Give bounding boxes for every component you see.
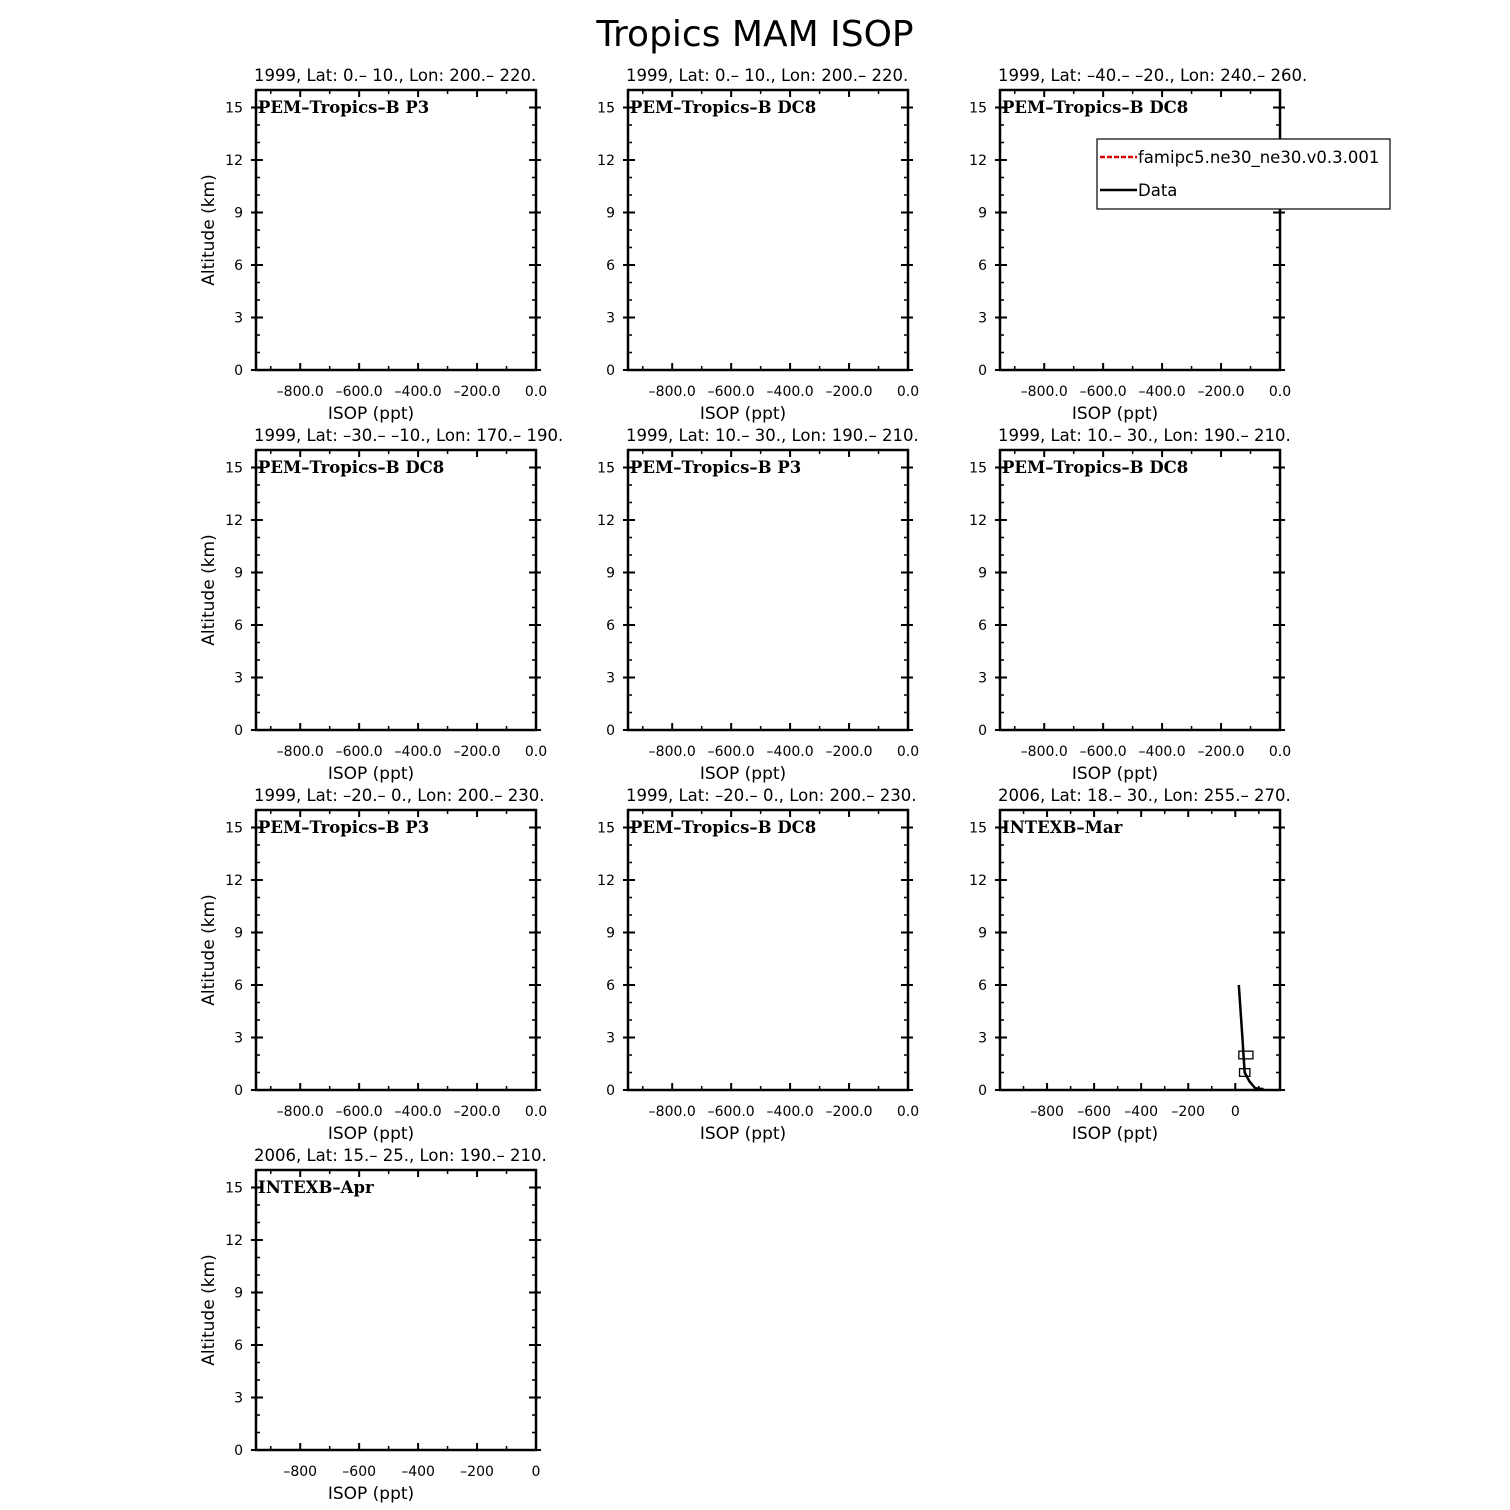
panel-header: 1999, Lat: 10.– 30., Lon: 190.– 210.	[626, 426, 919, 445]
y-tick-label: 3	[978, 1030, 987, 1047]
legend	[1097, 139, 1390, 209]
x-axis-label: ISOP (ppt)	[327, 1124, 415, 1144]
x-tick-label: –400.0	[1138, 744, 1186, 760]
x-tick-label: –800.0	[1020, 744, 1068, 760]
y-tick-label: 0	[234, 363, 243, 379]
x-tick-label: 0.0	[524, 384, 548, 400]
x-tick-label: 0.0	[1268, 384, 1292, 400]
plot-frame	[256, 810, 536, 1090]
x-tick-label: –400.0	[394, 744, 442, 760]
x-tick-label: –800.0	[276, 1104, 324, 1120]
panel-header: 1999, Lat: –30.– –10., Lon: 170.– 190.	[254, 426, 564, 445]
y-tick-label: 6	[234, 258, 243, 274]
x-tick-label: –400	[401, 1464, 435, 1480]
y-tick-label: 9	[978, 205, 987, 222]
y-tick-label: 9	[978, 565, 987, 582]
plot-frame	[1000, 90, 1280, 370]
x-tick-label: 0.0	[896, 1104, 920, 1120]
panel-9	[969, 786, 1291, 1144]
x-tick-label: –800.0	[648, 384, 696, 400]
x-axis-label: ISOP (ppt)	[699, 404, 787, 424]
panel-header: 1999, Lat: 10.– 30., Lon: 190.– 210.	[998, 426, 1291, 445]
x-tick-label: –400.0	[766, 744, 814, 760]
plot-frame	[256, 90, 536, 370]
x-tick-label: –800.0	[648, 744, 696, 760]
y-tick-label: 0	[234, 723, 243, 739]
plot-frame	[628, 810, 908, 1090]
y-tick-label: 3	[234, 1390, 243, 1407]
y-tick-label: 3	[606, 670, 615, 687]
x-tick-label: –200.0	[1197, 384, 1245, 400]
x-tick-label: –600.0	[707, 744, 755, 760]
legend-label: famipc5.ne30_ne30.v0.3.001	[1138, 148, 1380, 167]
y-tick-label: 9	[234, 205, 243, 222]
y-tick-label: 3	[978, 310, 987, 327]
plot-frame	[256, 450, 536, 730]
campaign-label: PEM–Tropics–B P3	[630, 458, 802, 477]
y-axis-label: Altitude (km)	[199, 534, 219, 646]
y-tick-label: 6	[234, 1338, 243, 1354]
y-tick-label: 12	[597, 153, 615, 169]
y-tick-label: 15	[225, 460, 243, 477]
x-tick-label: –400.0	[1138, 384, 1186, 400]
figure-title: Tropics MAM ISOP	[596, 14, 914, 55]
x-tick-label: –400.0	[394, 1104, 442, 1120]
y-axis-label: Altitude (km)	[199, 894, 219, 1006]
x-tick-label: 0.0	[1268, 744, 1292, 760]
y-tick-label: 6	[606, 978, 615, 994]
x-axis-label: ISOP (ppt)	[1071, 1124, 1159, 1144]
y-tick-label: 6	[978, 618, 987, 634]
y-tick-label: 9	[978, 925, 987, 942]
x-tick-label: –200.0	[453, 744, 501, 760]
x-axis-label: ISOP (ppt)	[327, 404, 415, 424]
x-tick-label: –600.0	[1079, 384, 1127, 400]
y-tick-label: 3	[978, 670, 987, 687]
x-tick-label: –200	[1171, 1104, 1206, 1120]
y-tick-label: 12	[969, 513, 987, 529]
panel-4	[199, 426, 563, 784]
plot-frame	[628, 450, 908, 730]
x-tick-label: –200.0	[453, 1104, 501, 1120]
panel-header: 1999, Lat: 0.– 10., Lon: 200.– 220.	[626, 66, 909, 85]
x-tick-label: 0.0	[896, 384, 920, 400]
panel-header: 2006, Lat: 18.– 30., Lon: 255.– 270.	[998, 786, 1291, 805]
plot-frame	[628, 90, 908, 370]
x-tick-label: –800.0	[276, 384, 324, 400]
x-tick-label: –800	[1030, 1104, 1064, 1120]
y-tick-label: 15	[597, 100, 615, 117]
x-tick-label: –800.0	[648, 1104, 696, 1120]
x-tick-label: 0	[1230, 1104, 1240, 1120]
y-tick-label: 12	[225, 153, 243, 169]
y-tick-label: 12	[225, 873, 243, 889]
x-tick-label: 0.0	[896, 744, 920, 760]
y-tick-label: 15	[969, 820, 987, 837]
panel-2	[597, 66, 919, 424]
x-tick-label: –600.0	[335, 384, 383, 400]
y-tick-label: 3	[606, 1030, 615, 1047]
x-tick-label: –200.0	[1197, 744, 1245, 760]
plot-frame	[256, 1170, 536, 1450]
y-tick-label: 12	[225, 513, 243, 529]
x-tick-label: –600.0	[335, 744, 383, 760]
y-tick-label: 9	[606, 565, 615, 582]
y-tick-label: 6	[606, 618, 615, 634]
y-tick-label: 6	[978, 978, 987, 994]
y-tick-label: 3	[606, 310, 615, 327]
y-tick-label: 9	[234, 1285, 243, 1302]
y-tick-label: 15	[969, 100, 987, 117]
y-tick-label: 0	[234, 1083, 243, 1099]
campaign-label: PEM–Tropics–B DC8	[630, 98, 817, 117]
panel-header: 1999, Lat: 0.– 10., Lon: 200.– 220.	[254, 66, 537, 85]
panel-7	[199, 786, 547, 1144]
y-tick-label: 0	[978, 723, 987, 739]
y-tick-label: 3	[234, 310, 243, 327]
data-series-line	[1239, 985, 1264, 1089]
x-tick-label: –400.0	[766, 384, 814, 400]
y-tick-label: 0	[234, 1443, 243, 1459]
x-tick-label: –600	[342, 1464, 377, 1480]
x-tick-label: –200.0	[825, 384, 873, 400]
campaign-label: INTEXB–Apr	[258, 1178, 374, 1197]
y-tick-label: 9	[606, 205, 615, 222]
x-axis-label: ISOP (ppt)	[1071, 404, 1159, 424]
x-axis-label: ISOP (ppt)	[327, 764, 415, 784]
panel-header: 1999, Lat: –20.– 0., Lon: 200.– 230.	[626, 786, 917, 805]
panel-6	[969, 426, 1291, 784]
y-tick-label: 9	[234, 925, 243, 942]
y-tick-label: 3	[234, 1030, 243, 1047]
panel-header: 1999, Lat: –40.– –20., Lon: 240.– 260.	[998, 66, 1308, 85]
y-tick-label: 12	[969, 873, 987, 889]
x-tick-label: –600.0	[707, 384, 755, 400]
panel-3	[969, 66, 1307, 424]
legend-label: Data	[1138, 181, 1178, 200]
y-tick-label: 15	[225, 1180, 243, 1197]
y-tick-label: 6	[234, 618, 243, 634]
plot-frame	[1000, 450, 1280, 730]
panel-header: 2006, Lat: 15.– 25., Lon: 190.– 210.	[254, 1146, 547, 1165]
campaign-label: INTEXB–Mar	[1002, 818, 1123, 837]
panel-10	[199, 1146, 547, 1504]
y-tick-label: 6	[978, 258, 987, 274]
x-axis-label: ISOP (ppt)	[327, 1484, 415, 1504]
y-tick-label: 15	[225, 820, 243, 837]
x-axis-label: ISOP (ppt)	[699, 1124, 787, 1144]
x-tick-label: –600.0	[335, 1104, 383, 1120]
x-axis-label: ISOP (ppt)	[699, 764, 787, 784]
y-tick-label: 15	[969, 460, 987, 477]
y-tick-label: 6	[606, 258, 615, 274]
x-tick-label: –200.0	[825, 744, 873, 760]
y-tick-label: 12	[597, 873, 615, 889]
x-tick-label: –800.0	[1020, 384, 1068, 400]
x-axis-label: ISOP (ppt)	[1071, 764, 1159, 784]
campaign-label: PEM–Tropics–B DC8	[258, 458, 445, 477]
x-tick-label: –400.0	[394, 384, 442, 400]
y-tick-label: 0	[606, 723, 615, 739]
y-tick-label: 15	[597, 820, 615, 837]
x-tick-label: 0	[531, 1464, 541, 1480]
y-tick-label: 9	[606, 925, 615, 942]
y-tick-label: 6	[234, 978, 243, 994]
y-axis-label: Altitude (km)	[199, 174, 219, 286]
x-tick-label: –800.0	[276, 744, 324, 760]
campaign-label: PEM–Tropics–B P3	[258, 818, 430, 837]
y-tick-label: 12	[597, 513, 615, 529]
panel-8	[597, 786, 919, 1144]
y-axis-label: Altitude (km)	[199, 1254, 219, 1366]
x-tick-label: –800	[283, 1464, 318, 1480]
x-tick-label: –200	[460, 1464, 494, 1480]
x-tick-label: –600.0	[1079, 744, 1127, 760]
panel-5	[597, 426, 919, 784]
y-tick-label: 3	[234, 670, 243, 687]
x-tick-label: 0.0	[524, 1104, 548, 1120]
y-tick-label: 12	[969, 153, 987, 169]
y-tick-label: 0	[978, 363, 987, 379]
data-uncertainty-box	[1239, 1051, 1253, 1059]
x-tick-label: –200.0	[825, 1104, 873, 1120]
x-tick-label: –600	[1077, 1104, 1111, 1120]
y-tick-label: 0	[606, 1083, 615, 1099]
campaign-label: PEM–Tropics–B DC8	[630, 818, 817, 837]
x-tick-label: –200.0	[453, 384, 501, 400]
y-tick-label: 15	[225, 100, 243, 117]
panels	[199, 66, 1307, 1504]
campaign-label: PEM–Tropics–B P3	[258, 98, 430, 117]
x-tick-label: 0.0	[524, 744, 548, 760]
y-tick-label: 0	[978, 1083, 987, 1099]
y-tick-label: 15	[597, 460, 615, 477]
x-tick-label: –400.0	[766, 1104, 814, 1120]
y-tick-label: 12	[225, 1233, 243, 1249]
x-tick-label: –400	[1124, 1104, 1159, 1120]
plot-frame	[1000, 810, 1280, 1090]
panel-header: 1999, Lat: –20.– 0., Lon: 200.– 230.	[254, 786, 545, 805]
panel-1	[199, 66, 547, 424]
y-tick-label: 0	[606, 363, 615, 379]
y-tick-label: 9	[234, 565, 243, 582]
x-tick-label: –600.0	[707, 1104, 755, 1120]
campaign-label: PEM–Tropics–B DC8	[1002, 98, 1189, 117]
campaign-label: PEM–Tropics–B DC8	[1002, 458, 1189, 477]
